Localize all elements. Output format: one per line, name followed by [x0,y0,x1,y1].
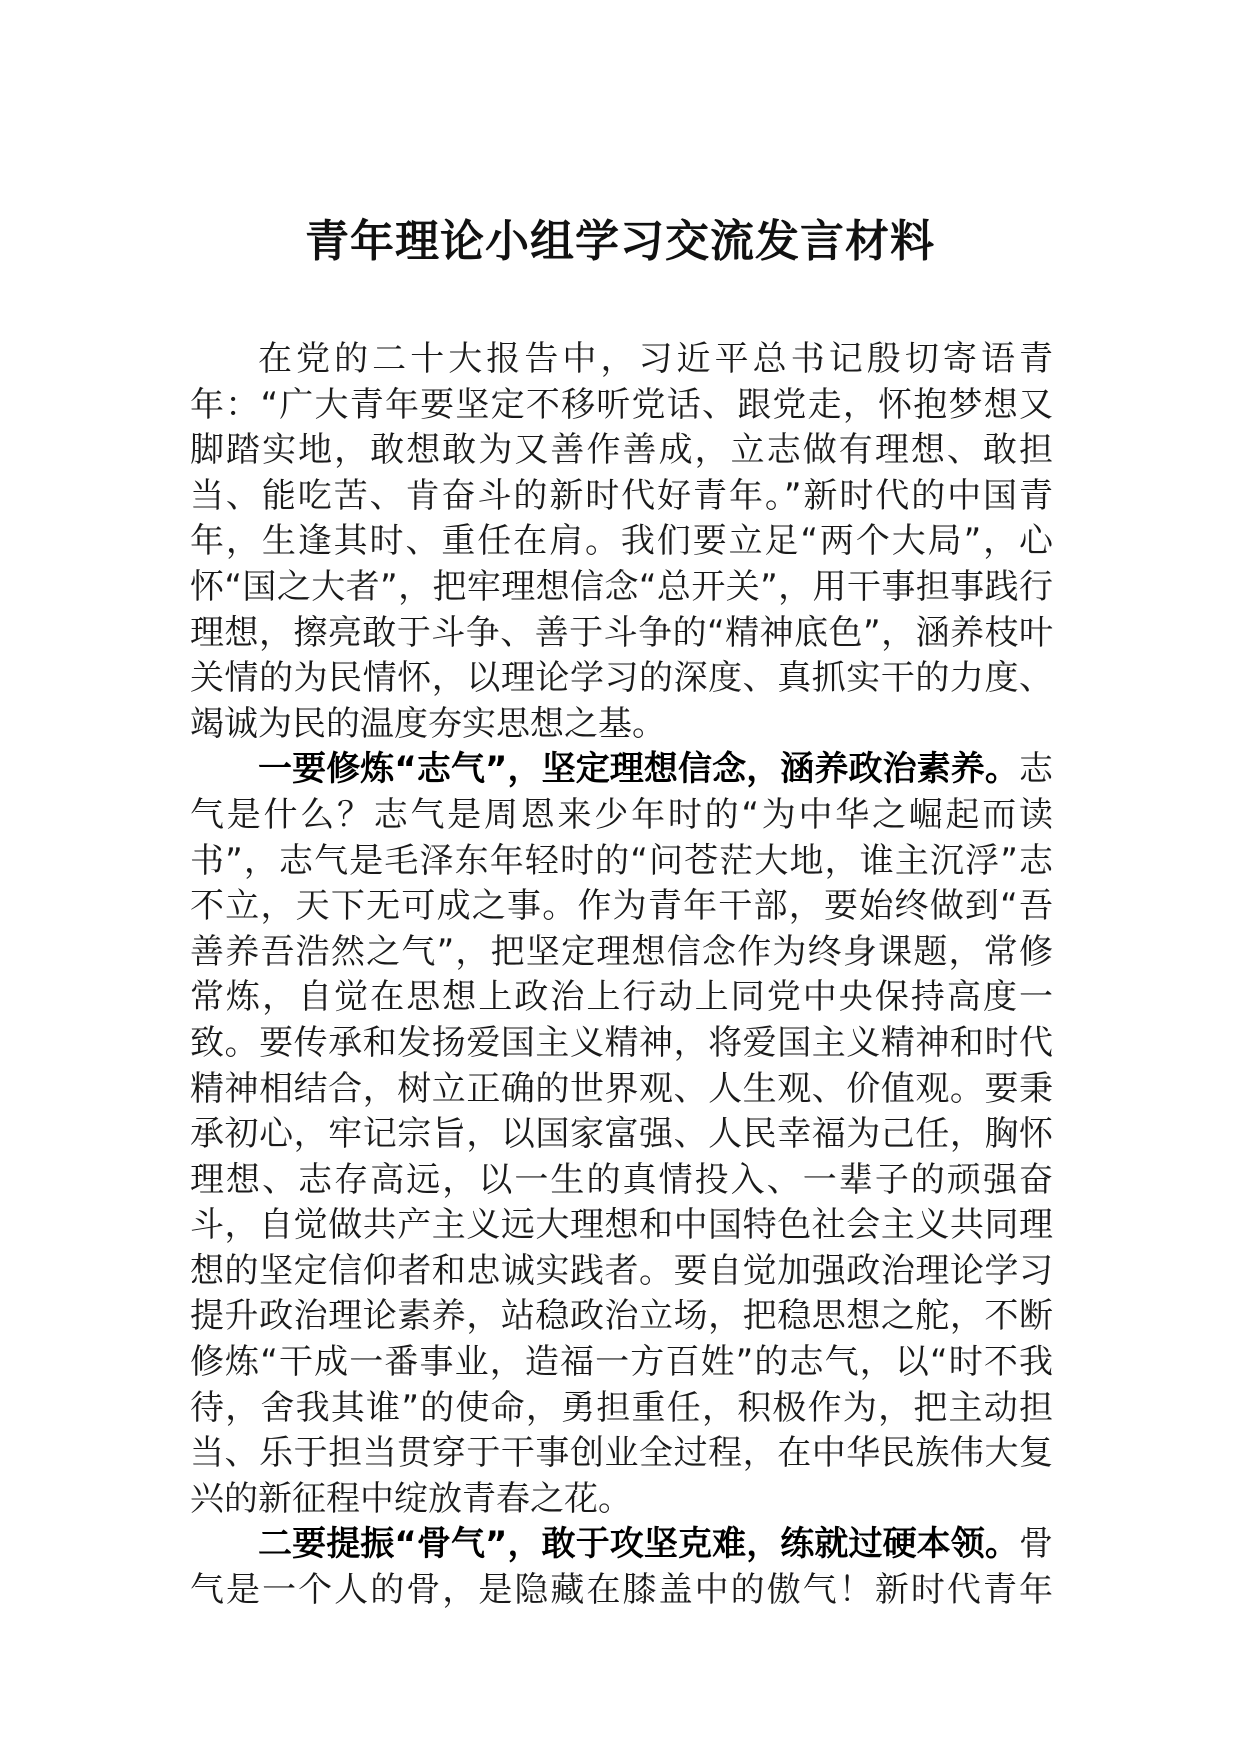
paragraph-text: 骨气是一个人的骨，是隐藏在膝盖中的傲气！新时代青年 [190,1524,1053,1611]
paragraph-section-2 [190,1522,1053,1613]
paragraph-lead: 二要提振“骨气”，敢于攻坚克难，练就过硬本领。 [258,1524,1019,1565]
paragraph-lead: 一要修炼“志气”，坚定理想信念，涵养政治素养。 [258,749,1019,790]
paragraph-section-1 [190,747,1053,1522]
document-body [190,337,1053,1614]
document-title: 青年理论小组学习交流发言材料 [305,216,935,267]
paragraph-intro [190,337,1053,747]
paragraph-text: 在党的二十大报告中，习近平总书记殷切寄语青年：“广大青年要坚定不移听党话、跟党走，怀抱梦想又脚踏实地，敢想敢为又善作善成，立志做有理想、敢担当、能吃苦、肯奋斗的新时代好青年。”新时代的中国青年，生逢其时、重任在肩。我们要立足“两个大局”，心怀“国之大者”，把牢理想信念“总开关”，用干事担事践行理想，擦亮敢于斗争、善于斗争的“精神底色”，涵养枝叶关情的为民情怀，以理论学习的深度、真抓实干的力度、竭诚为民的温度夯实思想之基。 [190,339,1053,744]
paragraph-text: 志气是什么？志气是周恩来少年时的“为中华之崛起而读书”，志气是毛泽东年轻时的“问苍茫大地，谁主沉浮”志不立，天下无可成之事。作为青年干部，要始终做到“吾善养吾浩然之气”，把坚定理想信念作为终身课题，常修常炼，自觉在思想上政治上行动上同党中央保持高度一致。要传承和发扬爱国主义精神，将爱国主义精神和时代精神相结合，树立正确的世界观、人生观、价值观。要秉承初心，牢记宗旨，以国家富强、人民幸福为己任，胸怀理想、志存高远，以一生的真情投入、一辈子的顽强奋斗，自觉做共产主义远大理想和中国特色社会主义共同理想的坚定信仰者和忠诚实践者。要自觉加强政治理论学习提升政治理论素养，站稳政治立场，把稳思想之舵，不断修炼“干成一番事业，造福一方百姓”的志气，以“时不我待，舍我其谁”的使命，勇担重任，积极作为，把主动担当、乐于担当贯穿于干事创业全过程，在中华民族伟大复兴的新征程中绽放青春之花。 [190,749,1053,1519]
